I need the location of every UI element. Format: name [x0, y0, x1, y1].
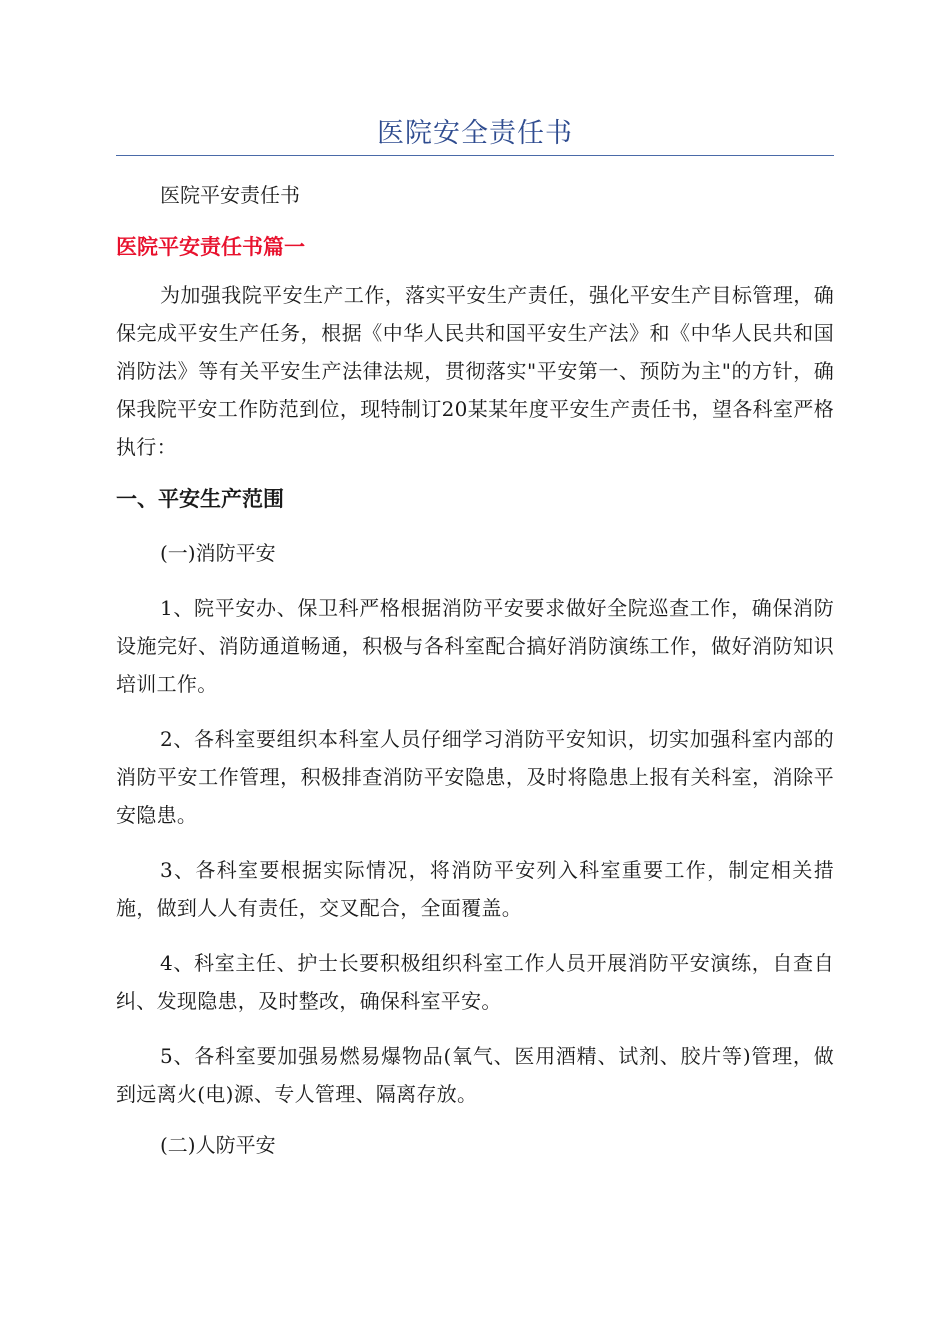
- document-title: 医院安全责任书: [377, 118, 573, 149]
- list-item: 1、院平安办、保卫科严格根据消防平安要求做好全院巡查工作，确保消防设施完好、消防通道畅通，积极与各科室配合搞好消防演练工作，做好消防知识培训工作。: [116, 596, 834, 696]
- intro-paragraph: 为加强我院平安生产工作，落实平安生产责任，强化平安生产目标管理，确保完成平安生产任务，根据《中华人民共和国平安生产法》和《中华人民共和国消防法》等有关平安生产法律法规，贯彻落实"平安第一、预防为主"的方针，确保我院平安工作防范到位，现特制订20某某年度平安生产责任书，望各科室严格执行：: [116, 283, 834, 459]
- sub-heading-civil-defense: (二)人防平安: [160, 1133, 276, 1157]
- list-item: 2、各科室要组织本科室人员仔细学习消防平安知识，切实加强科室内部的消防平安工作管理，积极排查消防平安隐患，及时将隐患上报有关科室，消除平安隐患。: [116, 727, 834, 827]
- part-heading: 医院平安责任书篇一: [116, 235, 305, 259]
- sub-heading-fire-safety: (一)消防平安: [160, 541, 276, 565]
- list-item: 5、各科室要加强易燃易爆物品(氧气、医用酒精、试剂、胶片等)管理，做到远离火(电)源、专人管理、隔离存放。: [116, 1044, 834, 1106]
- title-underline: [116, 155, 834, 156]
- document-subtitle: 医院平安责任书: [160, 183, 300, 207]
- list-item: 4、科室主任、护士长要积极组织科室工作人员开展消防平安演练，自查自纠、发现隐患，及时整改，确保科室平安。: [116, 951, 834, 1013]
- section-heading: 一、平安生产范围: [116, 487, 284, 511]
- list-item: 3、各科室要根据实际情况，将消防平安列入科室重要工作，制定相关措施，做到人人有责任，交叉配合，全面覆盖。: [116, 858, 834, 920]
